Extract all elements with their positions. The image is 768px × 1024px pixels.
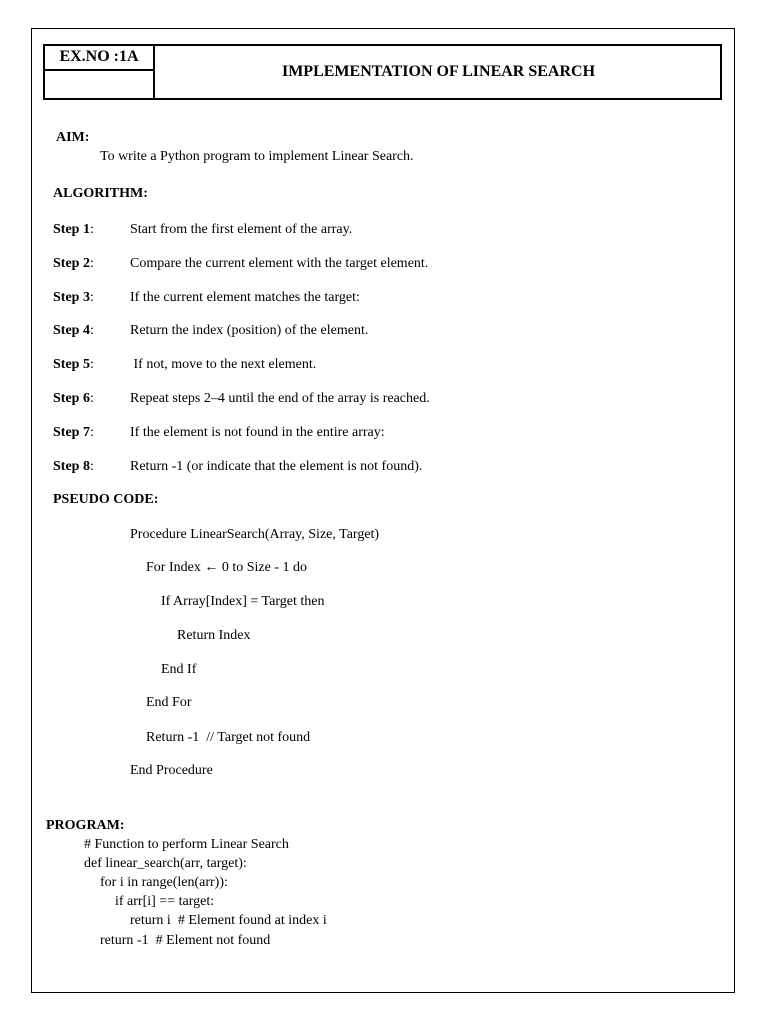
pseudocode-line: For Index ← 0 to Size - 1 do xyxy=(146,560,307,575)
step-text: Start from the first element of the array. xyxy=(130,222,353,237)
aim-text: To write a Python program to implement Linear Search. xyxy=(100,149,414,164)
step-text: If the current element matches the target: xyxy=(130,290,360,305)
header-table xyxy=(43,44,722,100)
code-line: return i # Element found at index i xyxy=(130,913,327,928)
algorithm-heading: ALGORITHM: xyxy=(53,186,148,201)
step-label: Step 8: xyxy=(53,459,94,474)
step-text: Return the index (position) of the element. xyxy=(130,323,369,338)
aim-heading: AIM: xyxy=(56,130,90,145)
step-label: Step 6: xyxy=(53,391,94,406)
step-text: If not, move to the next element. xyxy=(130,357,317,372)
step-label: Step 2: xyxy=(53,256,94,271)
pseudocode-line: Return -1 // Target not found xyxy=(146,730,311,745)
exercise-number: EX.NO :1A xyxy=(45,46,155,71)
pseudocode-line: End Procedure xyxy=(130,763,213,778)
date-cell xyxy=(45,71,155,98)
step-text: If the element is not found in the entire array: xyxy=(130,425,385,440)
pseudocode-line: End If xyxy=(161,662,197,677)
step-label: Step 1: xyxy=(53,222,94,237)
step-text: Compare the current element with the target element. xyxy=(130,256,429,271)
step-label: Step 7: xyxy=(53,425,94,440)
code-line: return -1 # Element not found xyxy=(100,933,271,948)
step-text: Return -1 (or indicate that the element is not found). xyxy=(130,459,423,474)
pseudocode-line: End For xyxy=(146,695,192,710)
code-line: for i in range(len(arr)): xyxy=(100,875,228,890)
pseudocode-line: Return Index xyxy=(177,628,251,643)
code-line: if arr[i] == target: xyxy=(115,894,215,909)
document-title: IMPLEMENTATION OF LINEAR SEARCH xyxy=(281,63,596,80)
program-heading: PROGRAM: xyxy=(46,818,125,833)
step-label: Step 3: xyxy=(53,290,94,305)
step-label: Step 5: xyxy=(53,357,94,372)
code-line: def linear_search(arr, target): xyxy=(84,856,247,871)
code-line: # Function to perform Linear Search xyxy=(84,837,289,852)
step-text: Repeat steps 2–4 until the end of the array is reached. xyxy=(130,391,430,406)
pseudocode-line: If Array[Index] = Target then xyxy=(161,594,325,609)
pseudocode-heading: PSEUDO CODE: xyxy=(53,492,159,507)
step-label: Step 4: xyxy=(53,323,94,338)
pseudocode-line: Procedure LinearSearch(Array, Size, Target) xyxy=(130,527,380,542)
